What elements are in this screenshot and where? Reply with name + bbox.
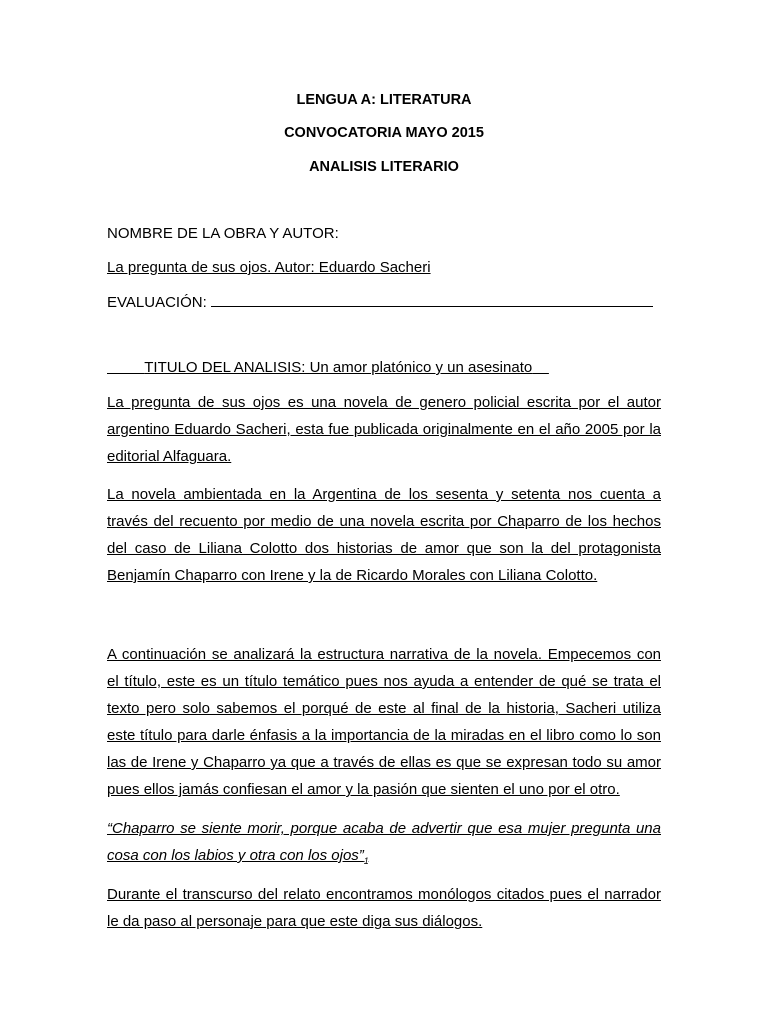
paragraph-line: texto pero solo sabemos el porqué de este al final de la historia, Sacheri utiliza — [107, 700, 661, 717]
paragraph-line: Benjamín Chaparro con Irene y la de Ricardo Morales con Liliana Colotto. — [107, 567, 598, 584]
paragraph-setting — [107, 481, 661, 589]
paragraph-line: través del recuento por medio de una novela escrita por Chaparro de los hechos — [107, 513, 661, 530]
footnote-marker[interactable]: 1 — [363, 856, 369, 866]
paragraph-line: Durante el transcurso del relato encontramos monólogos citados pues el narrador — [107, 886, 661, 903]
paragraph-line: A continuación se analizará la estructura narrativa de la novela. Empecemos con — [107, 646, 661, 663]
evaluation-row — [107, 292, 661, 312]
paragraph-line: del caso de Liliana Colotto dos historias de amor que son la del protagonista — [107, 540, 661, 557]
paragraph-line: el título, este es un título temático pues nos ayuda a entender de qué se trata el — [107, 673, 661, 690]
quotation-line: “Chaparro se siente morir, porque acaba de advertir que esa mujer pregunta una — [107, 820, 661, 837]
work-value: La pregunta de sus ojos. Autor: Eduardo Sacheri — [107, 259, 431, 276]
paragraph-structure — [107, 641, 661, 803]
paragraph-line: las de Irene y Chaparro ya que a través de ellas es que se expresan todo su amor — [107, 754, 661, 771]
analysis-title — [107, 359, 661, 377]
paragraph-line: este título para darle énfasis a la importancia de la miradas en el libro como lo son — [107, 727, 661, 744]
quotation — [107, 815, 661, 869]
document-title: ANALISIS LITERARIO — [309, 159, 459, 175]
quotation-line-last — [107, 842, 661, 869]
paragraph-monologues — [107, 881, 661, 935]
paragraph-line: argentino Eduardo Sacheri, esta fue publicada originalmente en el año 2005 por la — [107, 421, 661, 438]
work-label: NOMBRE DE LA OBRA Y AUTOR: — [107, 225, 339, 242]
paragraph-line: le da paso al personaje para que este diga sus diálogos. — [107, 913, 483, 930]
session-title: CONVOCATORIA MAYO 2015 — [284, 125, 484, 141]
analysis-title-text: TITULO DEL ANALISIS: Un amor platónico y un asesinato — [144, 359, 533, 376]
paragraph-line: editorial Alfaguara. — [107, 448, 232, 465]
paragraph-intro — [107, 389, 661, 470]
evaluation-label: EVALUACIÓN: — [107, 294, 207, 311]
evaluation-blank-line — [211, 292, 653, 307]
course-title: LENGUA A: LITERATURA — [296, 92, 472, 108]
paragraph-line: La novela ambientada en la Argentina de los sesenta y setenta nos cuenta a — [107, 486, 661, 503]
paragraph-line: pues ellos jamás confiesan el amor y la pasión que sienten el uno por el otro. — [107, 781, 620, 798]
paragraph-line: La pregunta de sus ojos es una novela de genero policial escrita por el autor — [107, 394, 661, 411]
quotation-line-text: cosa con los labios y otra con los ojos” — [107, 847, 364, 864]
